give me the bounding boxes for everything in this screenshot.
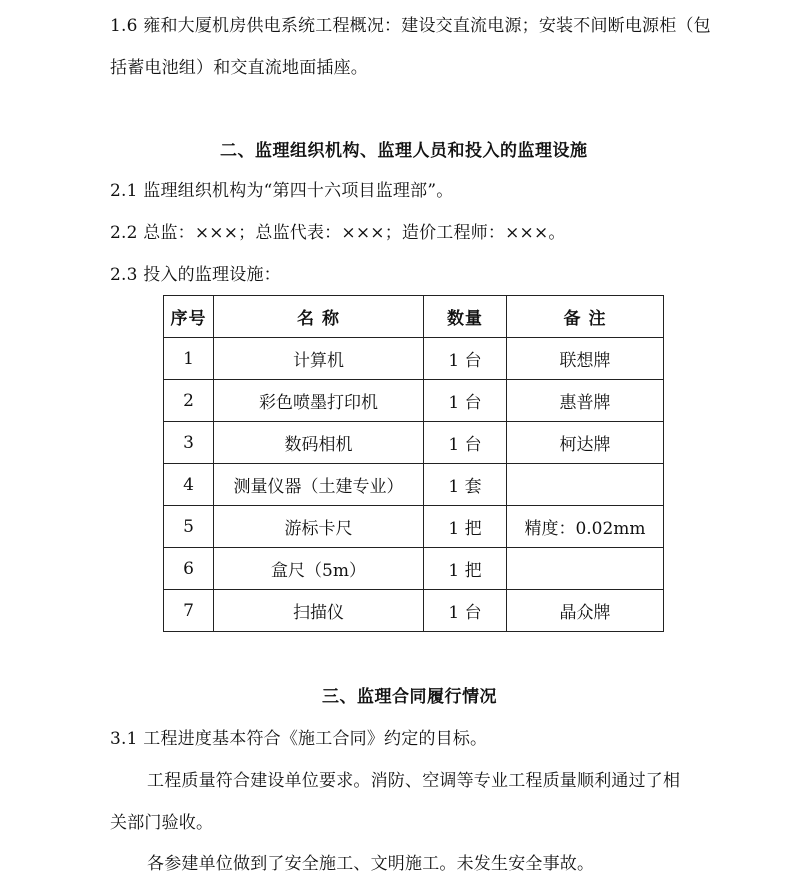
cell-no: 3 [164,422,214,464]
section-2-heading: 二、监理组织机构、监理人员和投入的监理设施 [220,141,588,161]
table-row [164,548,664,590]
cell-name: 扫描仪 [214,590,424,632]
cell-qty: 1 台 [424,422,507,464]
cell-qty: 1 把 [424,548,507,590]
cell-note: 柯达牌 [507,422,664,464]
header-qty: 数量 [424,296,507,338]
cell-note: 联想牌 [507,338,664,380]
cell-qty: 1 把 [424,506,507,548]
item-3-1: 3.1 工程进度基本符合《施工合同》约定的目标。 [110,729,488,749]
cell-note: 惠普牌 [507,380,664,422]
table-row [164,464,664,506]
cell-qty: 1 台 [424,338,507,380]
cell-qty: 1 台 [424,590,507,632]
cell-no: 1 [164,338,214,380]
cell-note: 晶众牌 [507,590,664,632]
header-name: 名 称 [214,296,424,338]
cell-name: 彩色喷墨打印机 [214,380,424,422]
section-1-6-line-1: 1.6 雍和大厦机房供电系统工程概况：建设交直流电源；安装不间断电源柜（包 [110,16,711,36]
header-note: 备 注 [507,296,664,338]
cell-no: 5 [164,506,214,548]
cell-no: 6 [164,548,214,590]
cell-qty: 1 套 [424,464,507,506]
cell-no: 4 [164,464,214,506]
cell-name: 游标卡尺 [214,506,424,548]
quality-paragraph-line-1: 工程质量符合建设单位要求。消防、空调等专业工程质量顺利通过了相 [147,771,681,791]
item-2-1: 2.1 监理组织机构为“第四十六项目监理部”。 [110,181,454,201]
section-1-6-line-2: 括蓄电池组）和交直流地面插座。 [110,58,368,78]
cell-note: 精度：0.02mm [507,506,664,548]
table-row [164,380,664,422]
table-row [164,590,664,632]
cell-name: 测量仪器（土建专业） [214,464,424,506]
item-2-3: 2.3 投入的监理设施： [110,265,281,285]
safety-paragraph: 各参建单位做到了安全施工、文明施工。未发生安全事故。 [147,854,595,874]
table-row [164,422,664,464]
cell-name: 盒尺（5m） [214,548,424,590]
quality-paragraph-line-2: 关部门验收。 [110,813,214,833]
cell-name: 数码相机 [214,422,424,464]
table-row [164,338,664,380]
cell-no: 7 [164,590,214,632]
table-header-row [164,296,664,338]
section-3-heading: 三、监理合同履行情况 [322,687,497,707]
cell-name: 计算机 [214,338,424,380]
header-no: 序号 [164,296,214,338]
cell-note [507,548,664,590]
table-row [164,506,664,548]
item-2-2: 2.2 总监：×××；总监代表：×××；造价工程师：×××。 [110,223,566,243]
cell-note [507,464,664,506]
cell-no: 2 [164,380,214,422]
facilities-table [163,295,664,632]
cell-qty: 1 台 [424,380,507,422]
